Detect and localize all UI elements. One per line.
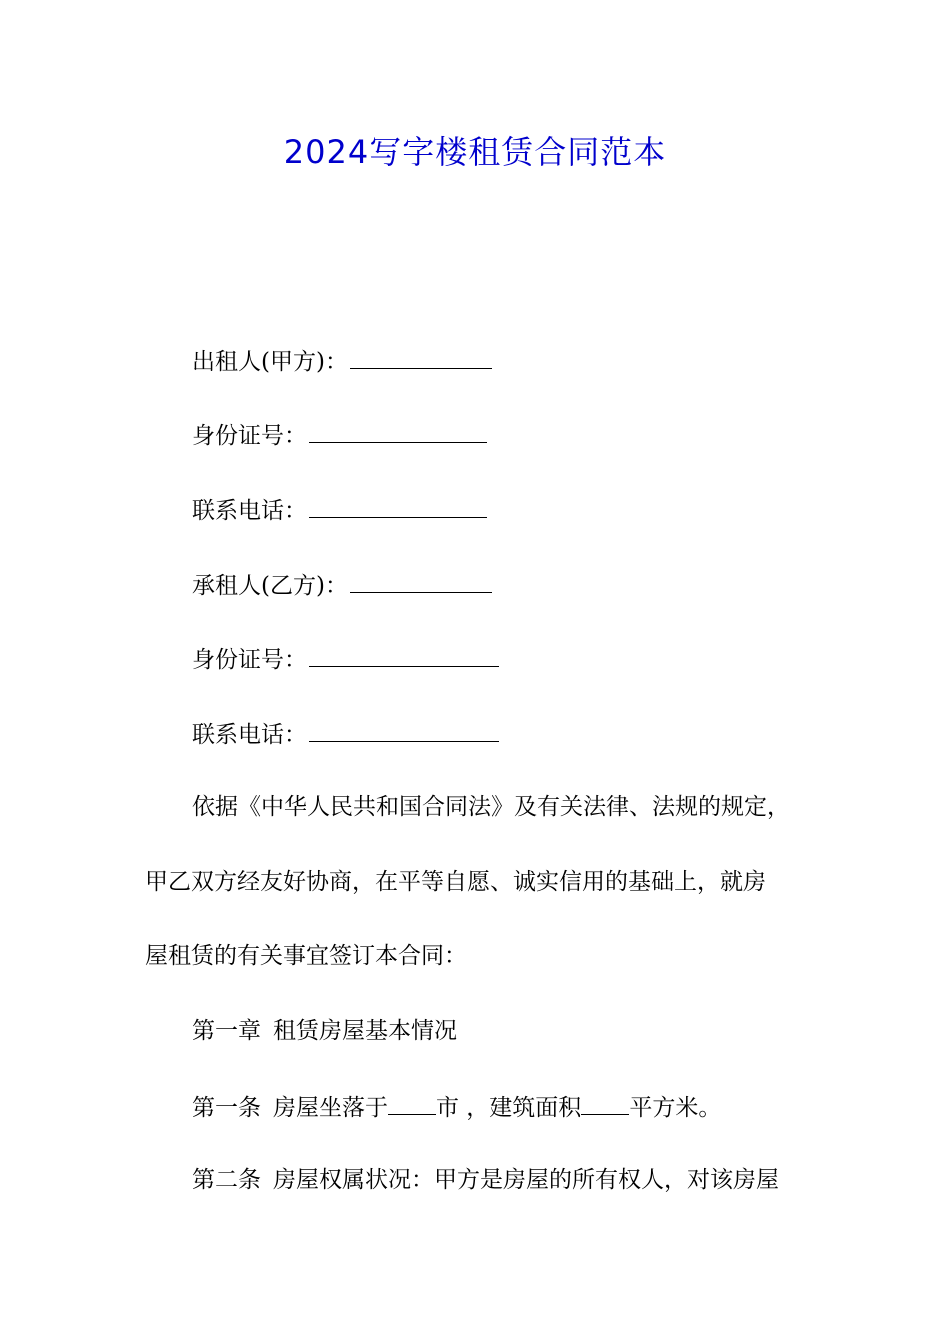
document-title: 2024写字楼租赁合同范本 (283, 133, 667, 171)
lessor-phone-field (192, 493, 487, 527)
chapter-number: 第一章 (192, 1018, 261, 1044)
lessor-label: 出租人(甲方)： (192, 349, 348, 375)
lessor-field (192, 344, 492, 378)
article-1-text-c: 平方米。 (629, 1095, 722, 1121)
lessor-blank[interactable] (350, 344, 492, 369)
lessor-phone-label: 联系电话： (192, 498, 307, 524)
intro-paragraph-line-1: 依据《中华人民共和国合同法》及有关法律、法规的规定， (192, 794, 790, 820)
lessee-phone-blank[interactable] (309, 717, 499, 742)
lessee-id-blank[interactable] (309, 642, 499, 667)
city-blank[interactable] (388, 1090, 436, 1115)
article-1-text-a: 房屋坐落于 (273, 1095, 388, 1121)
chapter-title: 租赁房屋基本情况 (273, 1018, 457, 1044)
lessee-phone-field (192, 717, 499, 751)
lessee-id-label: 身份证号： (192, 647, 307, 673)
article-1-number: 第一条 (192, 1095, 261, 1121)
lessor-phone-blank[interactable] (309, 493, 487, 518)
area-blank[interactable] (581, 1090, 629, 1115)
article-2 (192, 1164, 779, 1196)
lessor-id-blank[interactable] (309, 418, 487, 443)
chapter-heading (192, 1015, 457, 1047)
intro-paragraph-line-3: 屋租赁的有关事宜签订本合同： (145, 943, 467, 969)
article-2-number: 第二条 (192, 1167, 261, 1193)
article-1 (192, 1090, 721, 1124)
lessee-blank[interactable] (350, 568, 492, 593)
lessee-label: 承租人(乙方)： (192, 573, 348, 599)
lessor-id-field (192, 418, 487, 452)
lessee-field (192, 568, 492, 602)
lessor-id-label: 身份证号： (192, 423, 307, 449)
lessee-id-field (192, 642, 499, 676)
article-1-text-b: 市 ，建筑面积 (436, 1095, 582, 1121)
intro-paragraph-line-2: 甲乙双方经友好协商，在平等自愿、诚实信用的基础上，就房 (145, 869, 766, 895)
article-2-text: 房屋权属状况：甲方是房屋的所有权人，对该房屋 (273, 1167, 779, 1193)
lessee-phone-label: 联系电话： (192, 722, 307, 748)
